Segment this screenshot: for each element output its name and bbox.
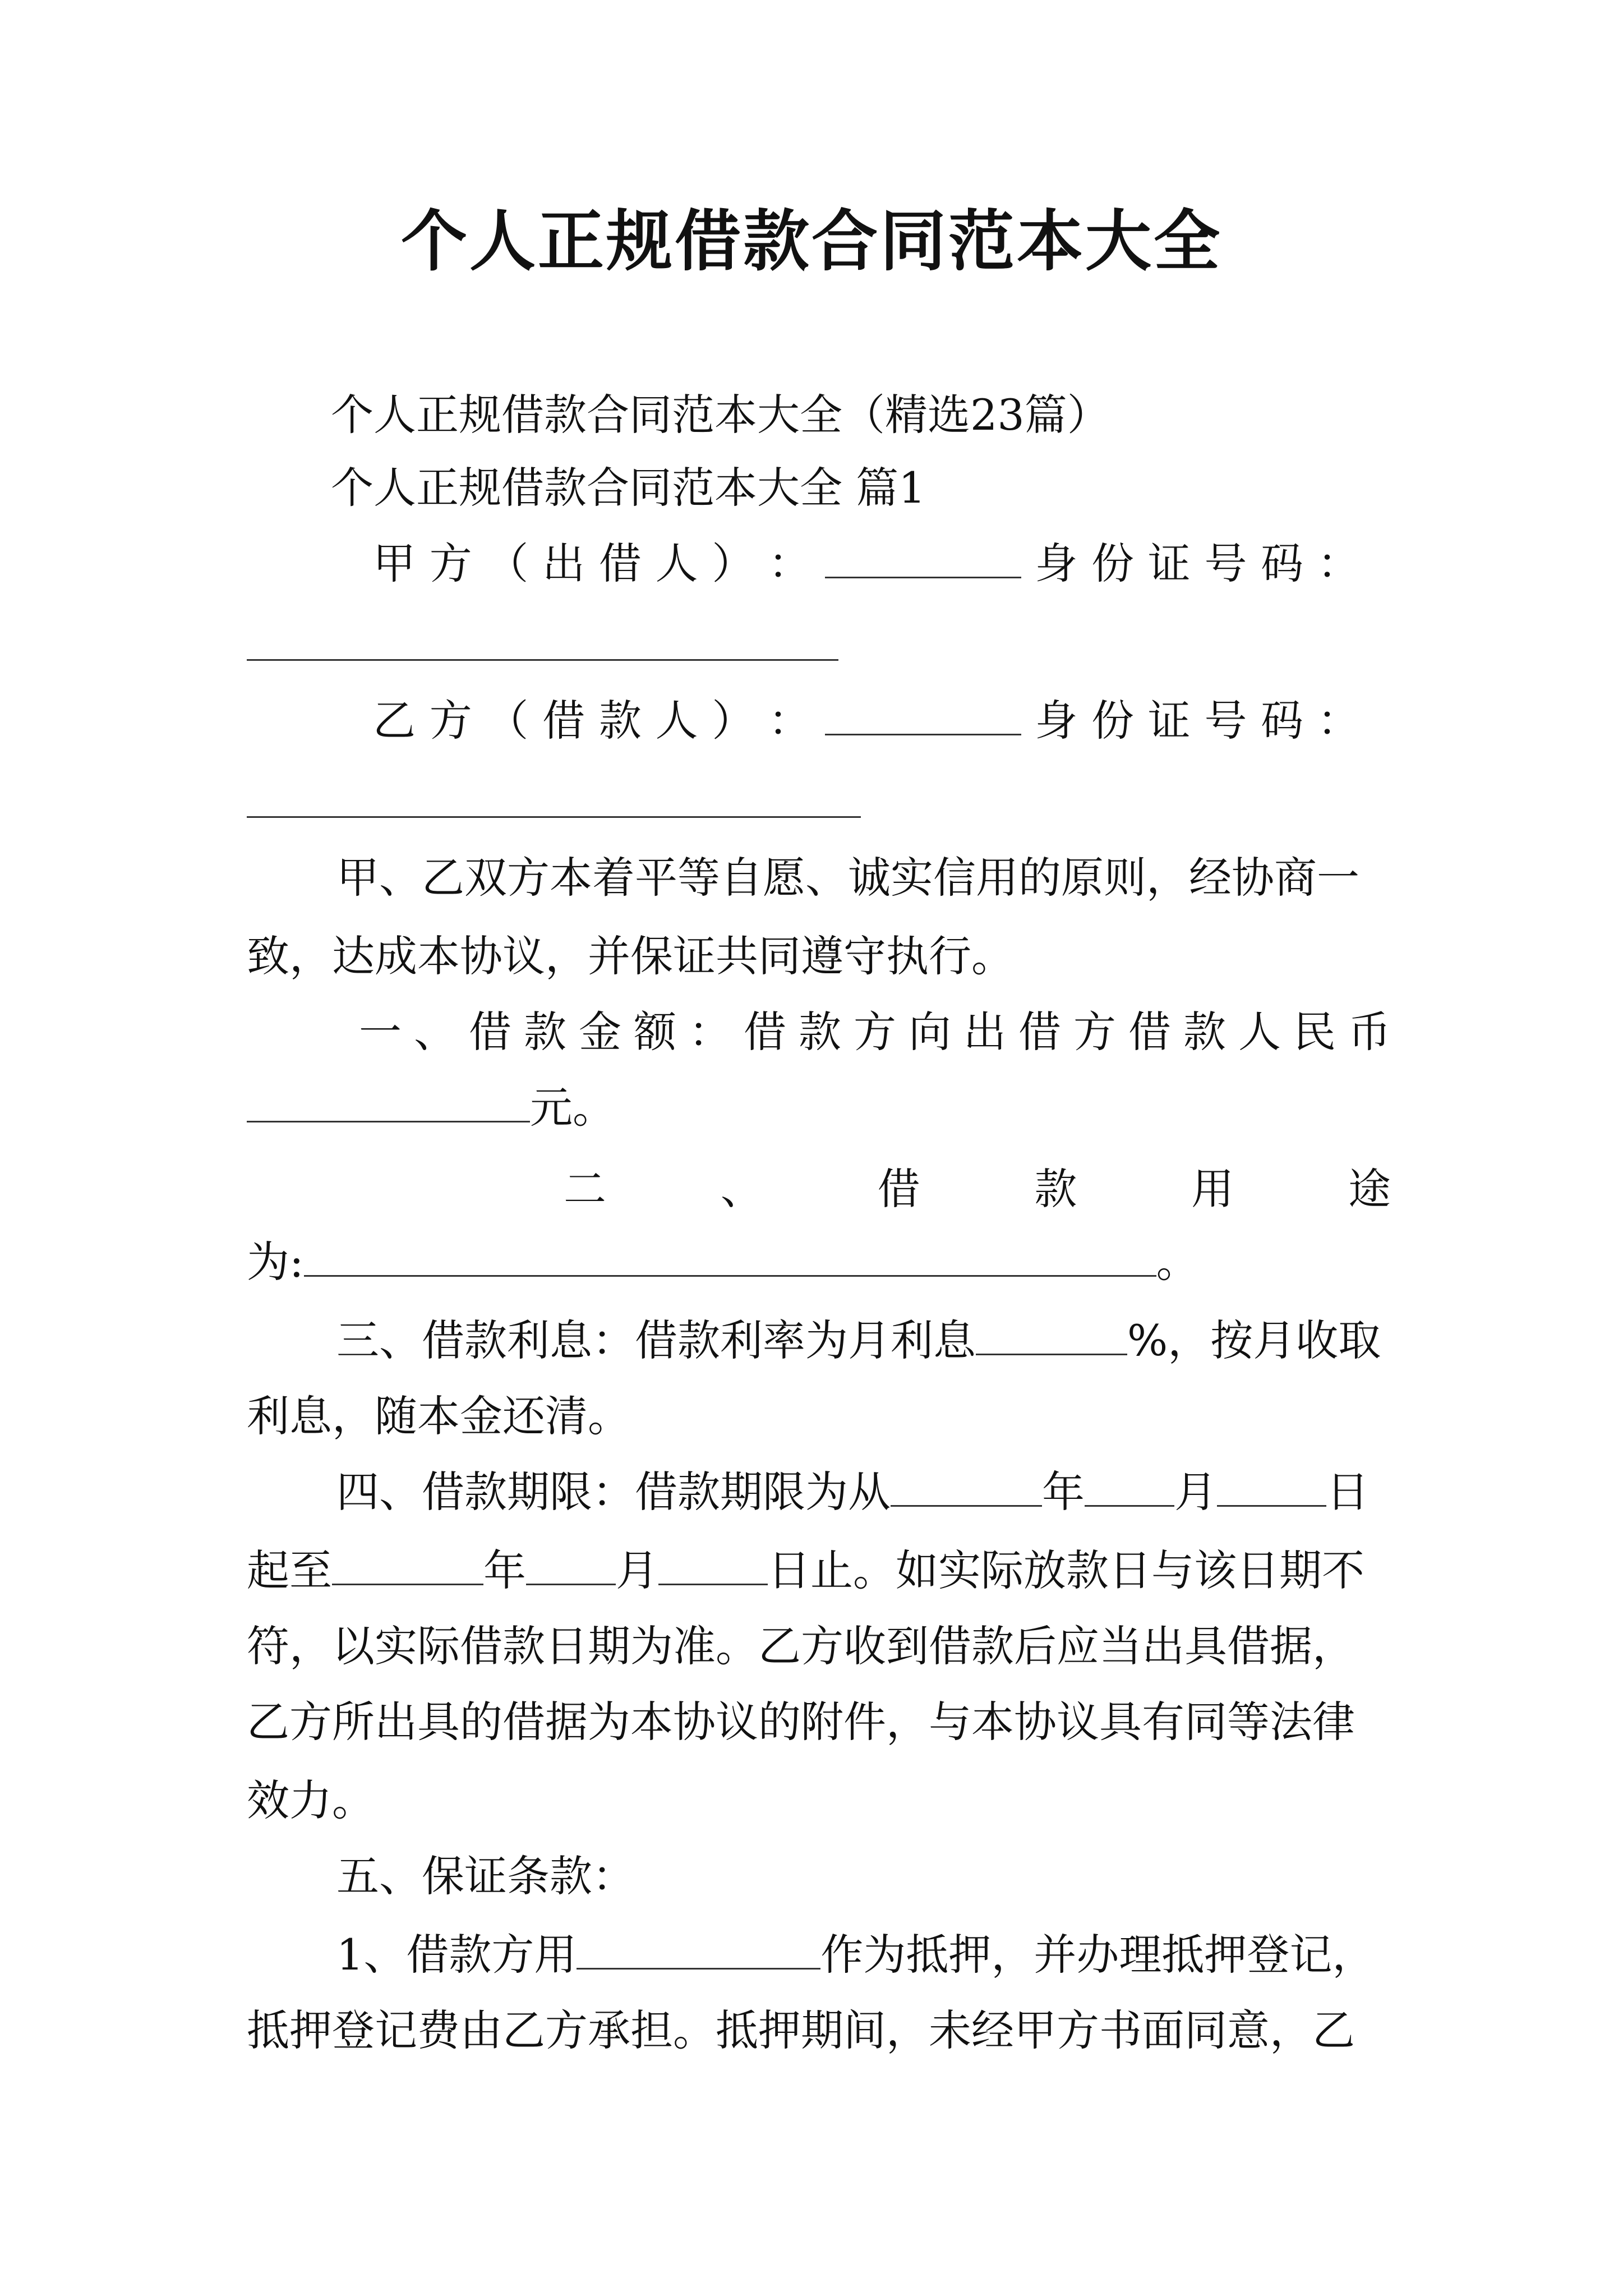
party-b-id-char: 份 — [1091, 696, 1135, 746]
collateral-blank — [577, 1929, 820, 1970]
clause-1-char: 款 — [524, 1007, 566, 1057]
clause-1-char: 借 — [744, 1007, 786, 1057]
document-subtitle: 个人正规借款合同范本大全（精选23篇） — [331, 390, 1110, 440]
end-day-blank — [658, 1544, 768, 1585]
clause-2-end: 。 — [1156, 1237, 1199, 1287]
clause-4-year: 年 — [483, 1545, 526, 1595]
interest-rate-blank — [976, 1314, 1127, 1355]
clause-3-line — [336, 1313, 1381, 1369]
clause-1-char: 一 — [359, 1007, 402, 1057]
clause-1-line — [359, 1004, 1391, 1060]
clause-3-part1: 三、借款利息：借款利率为月利息 — [336, 1315, 976, 1365]
party-b-id-char: 证 — [1147, 696, 1191, 746]
party-a-id-char: ： — [1317, 539, 1360, 588]
clause-2-char: 途 — [1348, 1164, 1391, 1214]
party-a-label-char: （ — [486, 539, 529, 588]
clause-3-part2: %，按月收取 — [1127, 1315, 1381, 1365]
document-title: 个人正规借款合同范本大全 — [400, 202, 1222, 280]
party-a-id-char: 码 — [1261, 539, 1304, 588]
party-a-id-char: 份 — [1091, 539, 1135, 588]
clause-2-char: 款 — [1034, 1164, 1077, 1214]
clause-5-item-1-line — [336, 1927, 1375, 1983]
end-year-blank — [332, 1544, 483, 1585]
party-a-id-char: 证 — [1147, 539, 1191, 588]
clause-1-char: 借 — [1018, 1007, 1061, 1057]
party-b-id-char: 身 — [1035, 696, 1078, 746]
clause-1-char: 、 — [414, 1007, 457, 1057]
party-b-id-char: ： — [1317, 696, 1360, 746]
clause-1-char: 人 — [1238, 1007, 1281, 1057]
loan-purpose-blank — [304, 1236, 1156, 1277]
clause-1-char: 金 — [579, 1007, 621, 1057]
party-a-label-char: 方 — [429, 539, 472, 588]
start-month-blank — [1085, 1466, 1174, 1507]
clause-1-char: ： — [689, 1007, 731, 1057]
clause-4-line2-end: 日止。如实际放款日与该日期不 — [768, 1545, 1364, 1595]
clause-2-line — [564, 1161, 1391, 1217]
clause-1-char: 方 — [1073, 1007, 1116, 1057]
clause-4-line — [247, 1543, 1364, 1599]
clause-4-line: 乙方所出具的借据为本协议的附件，与本协议具有同等法律 — [247, 1697, 1355, 1747]
end-month-blank — [526, 1544, 616, 1585]
clause-1-char: 民 — [1293, 1007, 1336, 1057]
intro-line: 致，达成本协议，并保证共同遵守执行。 — [247, 931, 1014, 981]
clause-4-line — [336, 1464, 1369, 1520]
party-a-label-char: 甲 — [373, 539, 416, 588]
party-b-label-char: 人 — [655, 696, 698, 746]
clause-4-month: 月 — [1174, 1467, 1217, 1517]
party-a-id-char: 身 — [1035, 539, 1078, 588]
clause-4-part1: 四、借款期限：借款期限为从 — [336, 1467, 891, 1517]
clause-1-char: 方 — [854, 1007, 896, 1057]
clause-1-char: 币 — [1348, 1007, 1391, 1057]
clause-1-char: 借 — [469, 1007, 511, 1057]
party-b-label-char: 乙 — [373, 696, 416, 746]
clause-2-char: 用 — [1191, 1164, 1234, 1214]
clause-4-line: 效力。 — [247, 1775, 375, 1825]
party-a-label-char: 借 — [598, 539, 642, 588]
clause-4-line: 符，以实际借款日期为准。乙方收到借款后应当出具借据， — [247, 1621, 1355, 1671]
clause-1-char: 借 — [1128, 1007, 1171, 1057]
clause-2-char: 借 — [877, 1164, 920, 1214]
start-day-blank — [1217, 1466, 1326, 1507]
loan-amount-blank — [247, 1082, 530, 1122]
clause-1-char: 款 — [1183, 1007, 1226, 1057]
clause-5-item-1-end: 作为抵押，并办理抵押登记， — [820, 1930, 1375, 1980]
party-a-label-char: 出 — [542, 539, 585, 588]
party-b-line — [373, 693, 1360, 749]
party-b-label-char: ： — [768, 696, 811, 746]
party-b-label-char: 款 — [598, 696, 642, 746]
clause-1-amount-line — [247, 1080, 615, 1136]
party-a-id-char: 号 — [1204, 539, 1247, 588]
clause-4-month: 月 — [616, 1545, 658, 1595]
clause-5-heading: 五、保证条款： — [336, 1851, 635, 1901]
party-b-label-char: ） — [712, 696, 755, 746]
clause-4-year: 年 — [1042, 1467, 1085, 1517]
party-b-id-blank — [247, 816, 861, 818]
clause-2-purpose-line — [247, 1234, 1199, 1290]
clause-1-char: 额 — [634, 1007, 676, 1057]
clause-2-char: 二 — [564, 1164, 606, 1214]
party-a-label-char: ： — [768, 539, 811, 588]
party-b-label-char: 方 — [429, 696, 472, 746]
party-a-name-blank — [825, 537, 1021, 578]
clause-1-char: 向 — [909, 1007, 951, 1057]
party-a-label-char: ） — [712, 539, 755, 588]
intro-line: 甲、乙双方本着平等自愿、诚实信用的原则，经协商一 — [336, 853, 1359, 903]
clause-5-item-1-start: 1、借款方用 — [336, 1930, 577, 1980]
section-heading: 个人正规借款合同范本大全 篇1 — [331, 463, 926, 513]
party-b-label-char: 借 — [542, 696, 585, 746]
start-year-blank — [891, 1466, 1042, 1507]
clause-4-line2-start: 起至 — [247, 1545, 332, 1595]
clause-5-item-1-line: 抵押登记费由乙方承担。抵押期间，未经甲方书面同意，乙 — [247, 2005, 1355, 2055]
clause-4-day: 日 — [1326, 1467, 1369, 1517]
clause-1-char: 出 — [963, 1007, 1006, 1057]
clause-1-char: 款 — [799, 1007, 841, 1057]
clause-2-prefix: 为: — [247, 1237, 304, 1287]
party-a-line — [373, 536, 1360, 592]
party-b-id-char: 号 — [1204, 696, 1247, 746]
party-a-label-char: 人 — [655, 539, 698, 588]
clause-2-char: 、 — [720, 1164, 763, 1214]
party-b-label-char: （ — [486, 696, 529, 746]
clause-1-tail: 元。 — [530, 1083, 615, 1133]
party-a-id-blank — [247, 659, 838, 661]
clause-3-line: 利息，随本金还清。 — [247, 1391, 630, 1441]
party-b-id-char: 码 — [1261, 696, 1304, 746]
party-b-name-blank — [825, 694, 1021, 735]
